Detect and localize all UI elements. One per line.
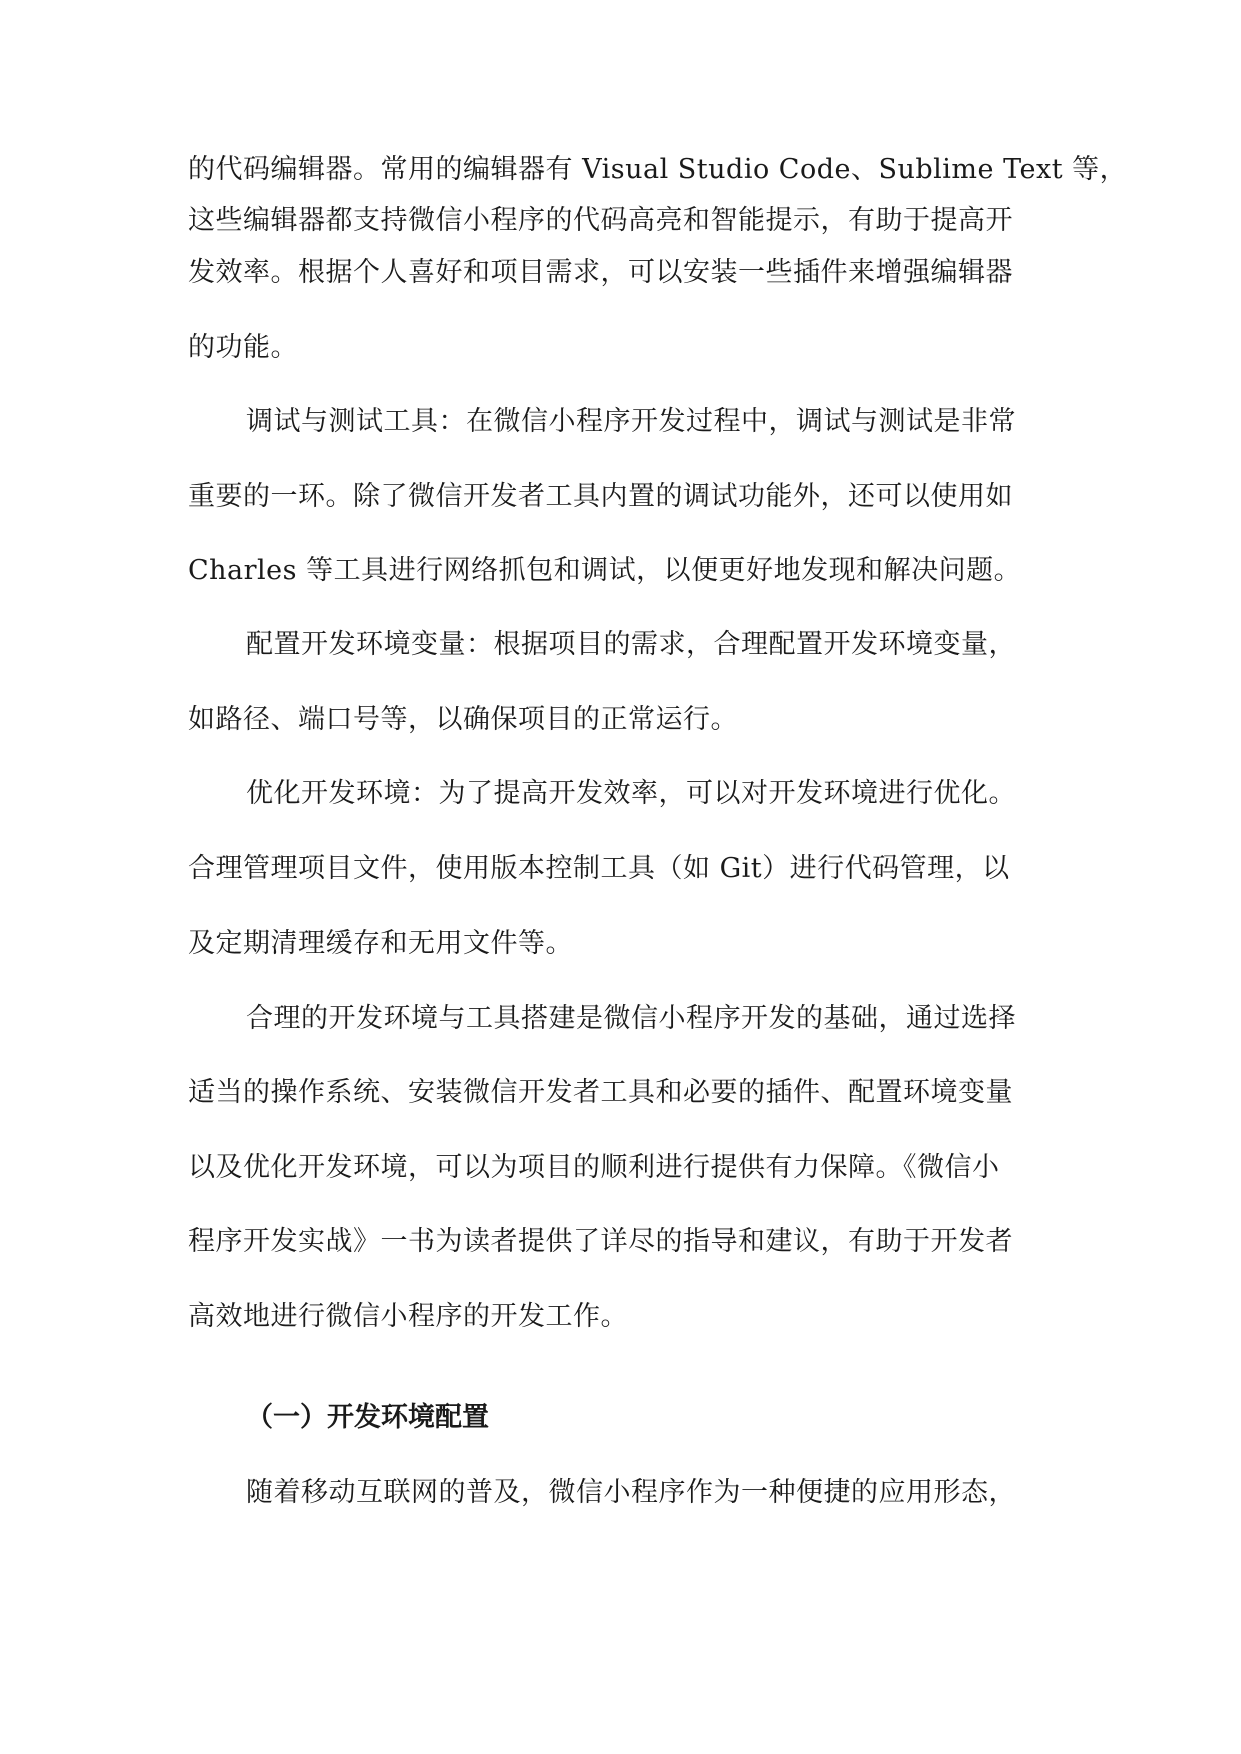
text-line: 高效地进行微信小程序的开发工作。 <box>188 1301 628 1332</box>
text-line: 重要的一环。除了微信开发者工具内置的调试功能外，还可以使用如 <box>188 481 1013 512</box>
section-heading: （一）开发环境配置 <box>246 1402 489 1433</box>
text-line: 发效率。根据个人喜好和项目需求，可以安装一些插件来增强编辑器 <box>188 257 1013 288</box>
text-line: 以及优化开发环境，可以为项目的顺利进行提供有力保障。《微信小 <box>188 1152 1000 1183</box>
text-line: 合理管理项目文件，使用版本控制工具（如 Git）进行代码管理，以 <box>188 853 1010 884</box>
text-line: 程序开发实战》一书为读者提供了详尽的指导和建议，有助于开发者 <box>188 1226 1013 1257</box>
text-line: 调试与测试工具：在微信小程序开发过程中，调试与测试是非常 <box>246 406 1016 437</box>
text-line: 合理的开发环境与工具搭建是微信小程序开发的基础，通过选择 <box>246 1003 1016 1034</box>
text-line: 的功能。 <box>188 332 298 363</box>
text-line: Charles 等工具进行网络抓包和调试，以便更好地发现和解决问题。 <box>188 555 1022 586</box>
text-line: 优化开发环境：为了提高开发效率，可以对开发环境进行优化。 <box>246 778 1016 809</box>
text-line: 的代码编辑器。常用的编辑器有 Visual Studio Code、Sublime Text 等， <box>188 154 1128 185</box>
text-line: 适当的操作系统、安装微信开发者工具和必要的插件、配置环境变量 <box>188 1077 1013 1108</box>
text-line: 随着移动互联网的普及，微信小程序作为一种便捷的应用形态， <box>246 1477 1016 1508</box>
text-line: 这些编辑器都支持微信小程序的代码高亮和智能提示，有助于提高开 <box>188 205 1013 236</box>
text-line: 如路径、端口号等，以确保项目的正常运行。 <box>188 704 738 735</box>
text-line: 及定期清理缓存和无用文件等。 <box>188 928 573 959</box>
text-line: 配置开发环境变量：根据项目的需求，合理配置开发环境变量， <box>246 629 1016 660</box>
